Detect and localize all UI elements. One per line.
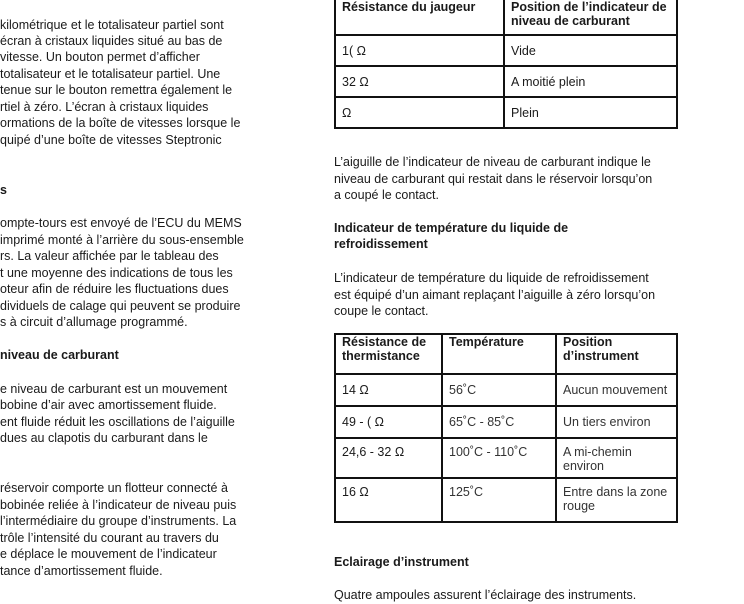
- left-line: tance d’amortissement fluide.: [0, 564, 163, 578]
- table-row: [335, 374, 677, 406]
- left-line: ormations de la boîte de vitesses lorsque le: [0, 116, 241, 130]
- table-cell: 65˚C - 85˚C: [442, 406, 556, 438]
- table-cell: 16 Ω: [335, 478, 442, 522]
- left-line: kilométrique et le totalisateur partiel sont: [0, 18, 224, 32]
- section-heading-tachometer: s: [0, 183, 7, 197]
- body-text: niveau de carburant qui restait dans le réservoir lorsqu’on: [334, 172, 653, 186]
- left-line: dividuels de calage qui peuvent se produire: [0, 299, 241, 313]
- body-text: L’indicateur de température du liquide de refroidissement: [334, 271, 649, 285]
- table-cell: 32 Ω: [335, 66, 504, 97]
- left-line: oteur afin de réduire les fluctuations dues: [0, 282, 229, 296]
- table-cell: 14 Ω: [335, 374, 442, 406]
- table-row: [335, 438, 677, 478]
- left-line: dues au clapotis du carburant dans le: [0, 431, 208, 445]
- body-text: a coupé le contact.: [334, 188, 439, 202]
- fuel-gauge-table: [334, 0, 678, 129]
- table-cell: Un tiers environ: [556, 406, 677, 438]
- left-line: réservoir comporte un flotteur connecté à: [0, 481, 228, 495]
- table-row: [335, 66, 677, 97]
- left-line: e niveau de carburant est un mouvement: [0, 382, 228, 396]
- section-heading-fuel-gauge: niveau de carburant: [0, 348, 119, 362]
- table-cell: 100˚C - 110˚C: [442, 438, 556, 478]
- section-heading-temperature: refroidissement: [334, 237, 428, 251]
- table-cell: A moitié plein: [504, 66, 677, 97]
- table-row: [335, 406, 677, 438]
- table-row: [335, 478, 677, 522]
- left-line: bobine d’air avec amortissement fluide.: [0, 398, 217, 412]
- table-header: Position de l’indicateur de niveau de carburant: [504, 0, 677, 35]
- left-line: écran à cristaux liquides situé au bas de: [0, 34, 223, 48]
- body-text: est équipé d’un aimant replaçant l’aiguille à zéro lorsqu’on: [334, 288, 656, 302]
- table-header: Température: [442, 334, 556, 374]
- table-cell: 56˚C: [442, 374, 556, 406]
- left-line: vitesse. Un bouton permet d’afficher: [0, 50, 200, 64]
- table-header-row: [335, 334, 677, 374]
- table-header: Position d’instrument: [556, 334, 677, 374]
- left-line: l’intermédiaire du groupe d’instruments. La: [0, 514, 237, 528]
- table-header: Résistance de thermistance: [335, 334, 442, 374]
- table-header-row: [335, 0, 677, 35]
- left-line: rs. La valeur affichée par le tableau des: [0, 249, 219, 263]
- left-line: ent fluide réduit les oscillations de l’aiguille: [0, 415, 235, 429]
- left-line: totalisateur et le totalisateur partiel. Une: [0, 67, 221, 81]
- table-row: [335, 97, 677, 128]
- left-line: trôle l’intensité du courant au travers du: [0, 531, 219, 545]
- table-cell: 49 - ( Ω: [335, 406, 442, 438]
- table-row: [335, 35, 677, 66]
- left-line: tenue sur le bouton remettra également le: [0, 83, 233, 97]
- body-text: L’aiguille de l’indicateur de niveau de carburant indique le: [334, 155, 651, 169]
- left-line: imprimé monté à l’arrière du sous-ensemble: [0, 233, 244, 247]
- left-line: s à circuit d’allumage programmé.: [0, 315, 188, 329]
- left-line: quipé d’une boîte de vitesses Steptronic: [0, 133, 222, 147]
- body-text: coupe le contact.: [334, 304, 429, 318]
- left-line: e déplace le mouvement de l’indicateur: [0, 547, 217, 561]
- table-cell: 24,6 - 32 Ω: [335, 438, 442, 478]
- table-cell: Aucun mouvement: [556, 374, 677, 406]
- table-cell: Ω: [335, 97, 504, 128]
- coolant-temperature-table: [334, 333, 678, 523]
- table-header: Résistance du jaugeur: [335, 0, 504, 35]
- table-cell: A mi-chemin environ: [556, 438, 677, 478]
- section-heading-lighting: Eclairage d’instrument: [334, 555, 469, 569]
- table-cell: 125˚C: [442, 478, 556, 522]
- left-line: bobinée reliée à l’indicateur de niveau puis: [0, 498, 237, 512]
- left-line: t une moyenne des indications de tous les: [0, 266, 233, 280]
- table-cell: 1( Ω: [335, 35, 504, 66]
- left-column: [0, 0, 280, 600]
- table-cell: Vide: [504, 35, 677, 66]
- left-line: ompte-tours est envoyé de l’ECU du MEMS: [0, 216, 242, 230]
- left-line: rtiel à zéro. L’écran à cristaux liquides: [0, 100, 209, 114]
- table-cell: Entre dans la zone rouge: [556, 478, 677, 522]
- section-heading-temperature: Indicateur de température du liquide de: [334, 221, 569, 235]
- body-text: Quatre ampoules assurent l’éclairage des instruments.: [334, 588, 637, 602]
- table-cell: Plein: [504, 97, 677, 128]
